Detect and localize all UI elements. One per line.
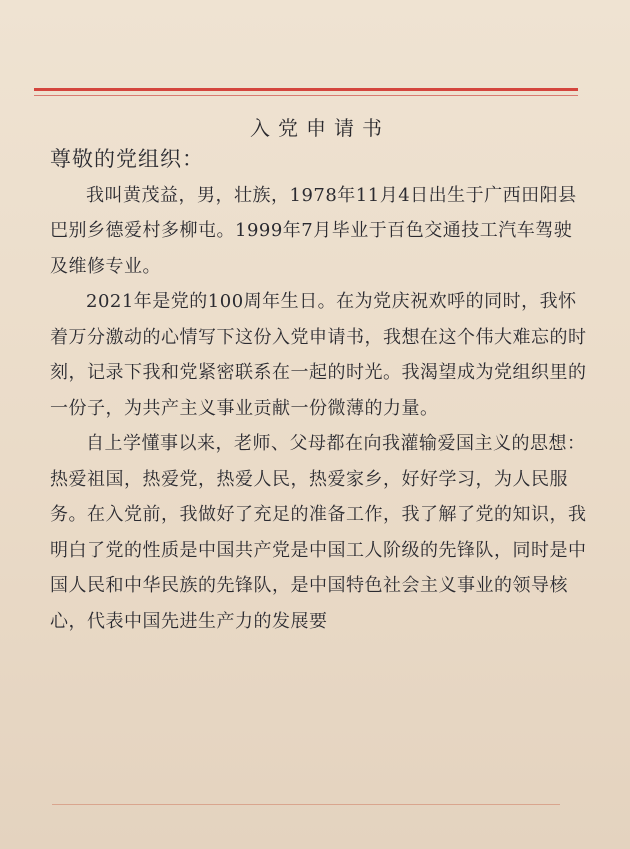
letter-body xyxy=(50,142,590,639)
paragraph-1: 我叫黄茂益，男，壮族，1978年11月4日出生于广西田阳县巴别乡德爱村多柳屯。1999年7月毕业于百色交通技工汽车驾驶及维修专业。 xyxy=(50,184,577,277)
paragraph-2: 2021年是党的100周年生日。在为党庆祝欢呼的同时，我怀着万分激动的心情写下这份入党申请书，我想在这个伟大难忘的时刻，记录下我和党紧密联系在一起的时光。我渴望成为党组织里的一份子，为共产主义事业贡献一份微薄的力量。 xyxy=(50,291,587,419)
header-thin-rule xyxy=(34,95,578,96)
document-title: 入党申请书 xyxy=(250,116,390,140)
salutation: 尊敬的党组织： xyxy=(50,147,204,171)
paragraph-3: 自上学懂事以来，老师、父母都在向我灌输爱国主义的思想：热爱祖国，热爱党，热爱人民，热爱家乡，好好学习，为人民服务。在入党前，我做好了充足的准备工作，我了解了党的知识，我明白了党的性质是中国共产党是中国工人阶级的先锋队，同时是中国人民和中华民族的先锋队，是中国特色社会主义事业的领导核心，代表中国先进生产力的发展要 xyxy=(50,433,587,632)
footer-rule xyxy=(52,804,560,805)
header-red-rule xyxy=(34,88,578,91)
